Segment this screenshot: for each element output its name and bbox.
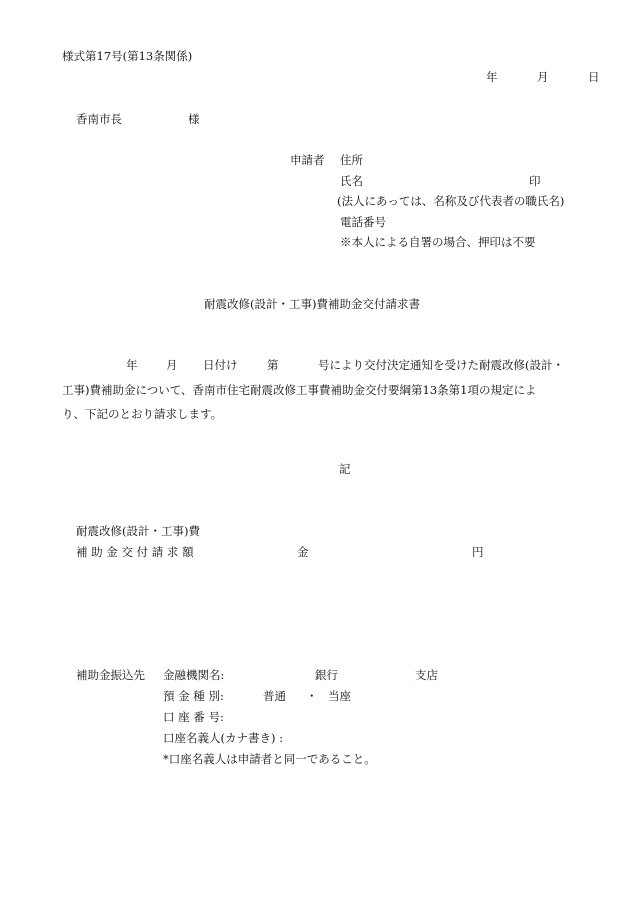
branch-suffix: 支店: [415, 668, 438, 682]
amount-label-1: 耐震改修(設計・工事)費: [76, 524, 200, 538]
phone-label: 電話番号: [340, 215, 386, 229]
deposit-label: 預 金 種 別:: [163, 689, 224, 703]
bank-label: 金融機関名:: [163, 668, 225, 682]
body-month: 月: [166, 358, 178, 372]
ki-heading: 記: [339, 462, 351, 476]
document-title: 耐震改修(設計・工事)費補助金交付請求書: [204, 297, 420, 311]
applicant-label: 申請者: [290, 153, 325, 167]
deposit-normal: 普通: [263, 689, 286, 703]
body-line-1-rest: 号により交付決定通知を受けた耐震改修(設計・: [318, 358, 564, 372]
name-label: 氏名: [340, 174, 363, 188]
account-number-label: 口 座 番 号:: [163, 710, 224, 724]
form-number: 様式第17号(第13条関係): [62, 49, 193, 63]
seal-note: ※本人による自署の場合、押印は不要: [340, 235, 536, 249]
body-dated: 日付け: [203, 358, 238, 372]
body-line-1: [62, 354, 612, 378]
corporation-note: (法人にあっては、名称及び代表者の職氏名): [337, 194, 565, 208]
body-number: 第: [267, 358, 279, 372]
address-label: 住所: [340, 153, 363, 167]
date-year: 年: [486, 70, 498, 84]
deposit-separator: ・: [306, 689, 318, 703]
seal-mark: 印: [529, 174, 541, 188]
amount-yen: 円: [472, 545, 484, 559]
transfer-label: 補助金振込先: [76, 668, 145, 682]
date-day: 日: [588, 70, 600, 84]
addressee-name: 香南市長: [76, 112, 122, 126]
date-month: 月: [537, 70, 549, 84]
amount-label-2: 補 助 金 交 付 請 求 額: [76, 545, 194, 559]
addressee-honorific: 様: [188, 112, 200, 126]
body-line-2: 工事)費補助金について、香南市住宅耐震改修工事費補助金交付要綱第13条第1項の規定によ: [62, 383, 537, 397]
amount-kin: 金: [297, 545, 309, 559]
account-holder-label: 口座名義人(カナ書き) :: [163, 731, 284, 745]
body-year: 年: [126, 358, 138, 372]
account-holder-note: *口座名義人は申請者と同一であること。: [163, 752, 376, 766]
body-line-3: り、下記のとおり請求します。: [62, 407, 223, 421]
deposit-current: 当座: [328, 689, 351, 703]
bank-suffix: 銀行: [315, 668, 338, 682]
body-paragraph: [62, 354, 612, 426]
